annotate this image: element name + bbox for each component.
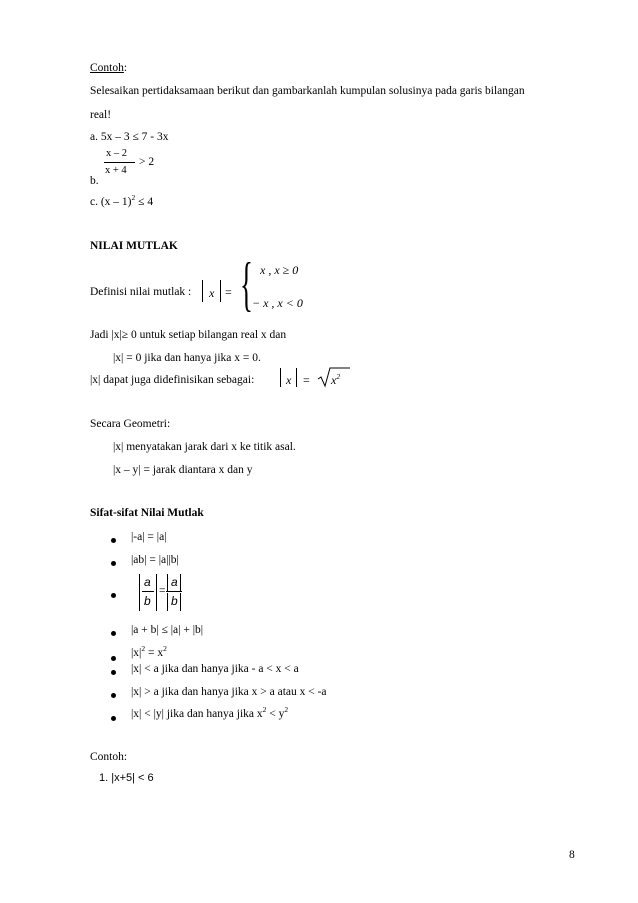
instruction-line-1: Selesaikan pertidaksamaan berikut dan gambarkanlah kumpulan solusinya pada garis bilangan xyxy=(90,85,525,97)
geometry-heading: Secara Geometri: xyxy=(90,418,171,430)
definition-equals: = xyxy=(225,285,232,299)
prop3-right-den-bar-open xyxy=(167,593,168,611)
prop3-left-fraction-bar xyxy=(142,591,154,592)
exercise-c-exponent: 2 xyxy=(131,193,136,203)
exercise-c xyxy=(90,193,154,208)
section-heading-nilai-mutlak: NILAI MUTLAK xyxy=(90,240,178,252)
prop8-rhs: < y xyxy=(266,708,285,720)
prop3-right-den-bar-close xyxy=(180,593,181,611)
exercise-c-base: c. (x – 1) xyxy=(90,196,132,208)
property-4: |a + b| ≤ |a| + |b| xyxy=(131,624,204,636)
prop5-lhs: |x| xyxy=(131,647,142,659)
property-7: |x| > a jika dan hanya jika x > a atau x < -a xyxy=(131,686,327,698)
property-2: |ab| = |a||b| xyxy=(131,554,179,566)
bullet-icon xyxy=(111,670,116,675)
prop3-left-numerator: a xyxy=(144,575,151,589)
bullet-icon xyxy=(111,631,116,636)
prop3-right-numerator: a xyxy=(171,575,178,589)
bullet-icon xyxy=(111,593,116,598)
prop3-right-fraction-bar xyxy=(166,591,182,592)
abs-bar-left xyxy=(202,280,203,302)
definition-variable: x xyxy=(209,286,215,300)
exercise-b-label: b. xyxy=(90,175,99,187)
example-heading-text: Contoh xyxy=(90,62,124,74)
example-heading xyxy=(90,62,127,74)
property-8 xyxy=(131,705,289,720)
prop5-exp-1: 2 xyxy=(141,644,146,654)
definition-case-2: − x , x < 0 xyxy=(252,296,303,310)
prop3-left-denominator: b xyxy=(144,594,151,608)
properties-heading: Sifat-sifat Nilai Mutlak xyxy=(90,507,204,519)
radicand-exponent: 2 xyxy=(336,372,341,381)
piecewise-brace: { xyxy=(240,251,253,317)
definition-case-1: x , x ≥ 0 xyxy=(260,263,299,277)
alt-definition-radicand xyxy=(331,373,340,388)
prop5-exp-2: 2 xyxy=(163,644,167,654)
bullet-icon xyxy=(111,561,116,566)
prop5-rhs: = x xyxy=(145,647,164,659)
prop8-exp-2: 2 xyxy=(284,705,289,715)
exercise-b-denominator: x + 4 xyxy=(105,165,127,176)
exercise-b-rhs: > 2 xyxy=(139,156,155,168)
bullet-icon xyxy=(111,656,116,661)
prop8-exp-1: 2 xyxy=(262,705,267,715)
alt-definition-equals: = xyxy=(303,373,310,387)
jadi-line: Jadi |x|≥ 0 untuk setiap bilangan real x dan xyxy=(90,329,287,341)
zero-line: |x| = 0 jika dan hanya jika x = 0. xyxy=(113,352,261,364)
definition-label: Definisi nilai mutlak : xyxy=(90,286,192,298)
exercise-a: a. 5x – 3 ≤ 7 - 3x xyxy=(90,131,169,143)
abs-bar-right xyxy=(220,280,221,302)
prop3-left-bar-open xyxy=(139,574,140,611)
alt-definition-label: |x| dapat juga didefinisikan sebagai: xyxy=(90,374,255,386)
alt-abs-bar-left xyxy=(280,368,281,387)
example2-heading: Contoh: xyxy=(90,751,128,763)
exercise-b-fraction-bar xyxy=(104,162,135,163)
alt-definition-variable: x xyxy=(286,373,292,387)
prop3-equals: = xyxy=(159,585,166,597)
prop3-right-denominator: b xyxy=(171,594,178,608)
geometry-line-2: |x – y| = jarak diantara x dan y xyxy=(113,464,253,476)
exercise-c-rhs: ≤ 4 xyxy=(135,196,154,208)
bullet-icon xyxy=(111,716,116,721)
bullet-icon xyxy=(111,538,116,543)
example2-item-1: 1. |x+5| < 6 xyxy=(99,772,154,784)
property-5 xyxy=(131,644,167,659)
prop3-left-bar-close xyxy=(156,574,157,611)
bullet-icon xyxy=(111,693,116,698)
instruction-line-2: real! xyxy=(90,109,112,121)
prop3-right-num-bar-close xyxy=(180,574,181,592)
radicand-base: x xyxy=(331,373,337,387)
prop8-lhs: |x| < |y| jika dan hanya jika x xyxy=(131,708,263,720)
alt-abs-bar-right xyxy=(296,368,297,387)
property-6: |x| < a jika dan hanya jika - a < x < a xyxy=(131,663,299,675)
prop3-right-num-bar-open xyxy=(167,574,168,592)
example-heading-colon: : xyxy=(123,62,128,74)
property-1: |-a| = |a| xyxy=(131,531,167,543)
exercise-b-numerator: x – 2 xyxy=(106,148,127,159)
geometry-line-1: |x| menyatakan jarak dari x ke titik asal. xyxy=(113,441,296,453)
page-number: 8 xyxy=(569,849,575,861)
